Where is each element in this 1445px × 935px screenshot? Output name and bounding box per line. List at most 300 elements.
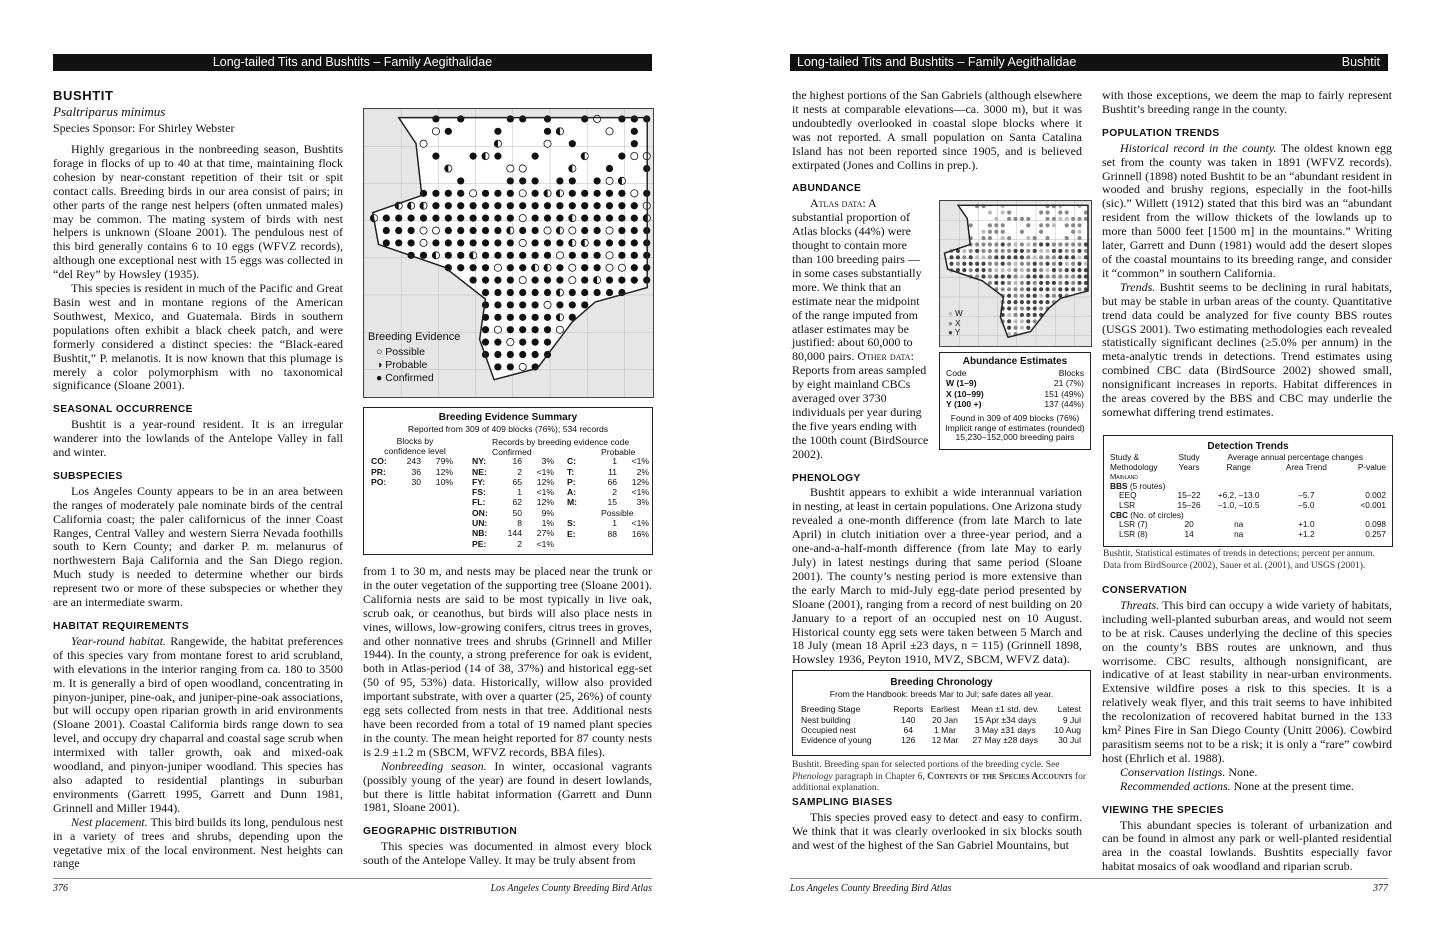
confirmed-marker xyxy=(445,190,452,197)
confirmed-marker xyxy=(482,190,489,197)
abundance-marker xyxy=(969,249,973,253)
historical-text: Historical record in the county. The oldest known egg set from the county was taken in 1891 (WFVZ records). Grinnell (1898) noted Bushtit to be an “abundant resident in wooded and brushy regions, especially in the foot-hills (sic).” Willett (1912) stated that this bird was an “abundant resident from the willow thickets of the lowlands up to more than 5000 feet [1500 m] in the mountains.” Writing later, Garrett and Dunn (1981) would add the desert slopes of the coastal mountains to its breeding range, and consider it “common” in southern California. xyxy=(1102,140,1393,280)
chron-table xyxy=(801,704,1081,745)
abundance-marker xyxy=(1007,217,1011,221)
confirmed-marker xyxy=(569,289,576,296)
abundance-marker xyxy=(1026,326,1030,330)
confirmed-marker xyxy=(544,289,551,296)
abundance-marker xyxy=(1007,255,1011,259)
abundance-marker xyxy=(1045,210,1049,214)
confirmed-marker xyxy=(631,264,638,271)
table-row: S: 1 <1% xyxy=(567,518,649,529)
confirmed-marker xyxy=(408,239,415,246)
abundance-estimates xyxy=(939,352,1091,450)
confirmed-marker xyxy=(494,363,501,370)
confirmed-marker xyxy=(507,252,514,259)
abundance-marker xyxy=(1033,236,1037,240)
confirmed-marker xyxy=(569,252,576,259)
confirmed-marker xyxy=(581,301,588,308)
confirmed-marker xyxy=(507,215,514,222)
possible-marker xyxy=(569,277,576,284)
confirmed-marker xyxy=(631,140,638,147)
confirmed-marker xyxy=(556,239,563,246)
abundance-marker xyxy=(1001,281,1005,285)
abundance-marker xyxy=(1033,300,1037,304)
confirmed-marker xyxy=(507,301,514,308)
abundance-marker xyxy=(994,223,998,227)
nonbreeding-text: Nonbreeding season. In winter, occasional vagrants (possibly young of the year) are found in desert lowlands, but there is little habitat information (Garrett and Dunn 1981, Sloane 2001). xyxy=(363,758,652,815)
abundance-marker xyxy=(988,242,992,246)
bes-possible-header: Possible xyxy=(601,508,634,519)
confirmed-marker xyxy=(569,177,576,184)
abundance-marker xyxy=(1020,262,1024,266)
confirmed-marker xyxy=(507,239,514,246)
abundance-marker xyxy=(1065,249,1069,253)
abundance-marker xyxy=(956,262,960,266)
confirmed-marker xyxy=(470,153,477,160)
confirmed-marker xyxy=(494,153,501,160)
abund-title: Abundance Estimates xyxy=(962,356,1068,367)
abundance-marker xyxy=(1013,262,1017,266)
abundance-marker xyxy=(962,255,966,259)
abundance-marker xyxy=(1013,242,1017,246)
table-row: A: 2 <1% xyxy=(567,487,649,498)
sampling-text: This species proved easy to detect and easy to confirm. We think that it was clearly overlooked in six blocks south and west of the highest of the San Gabriel Mountains, but xyxy=(792,809,1082,852)
trends-title: Detection Trends xyxy=(1207,441,1289,452)
table-row: Y (100 +) 137 (44%) xyxy=(946,398,1084,409)
phenology-text: Bushtit appears to exhibit a wide interannual variation in nesting, at least in certain populations. One Arizona study revealed a one-month difference (from late March to late April) in clutch initiation over a three-year period, and a one-and-a-half-month difference (from late May to early July) in latest nestings during that same period (Sloane 2001). The county’s nesting period is more extensive than the early March to mid-July egg-date period presented by Sloane (2001), ranging from a record of nest building on 20 January to a report of an occupied nest on 10 August. Historical county egg sets were taken between 5 March and 18 July (mean 18 April ±23 days, n = 115) (Grinnell 1898, Howsley 1936, Peyton 1910, MVZ, SBCM, WFVZ data). xyxy=(792,485,1082,667)
nest-lead: Nest placement. xyxy=(71,814,148,829)
abundance-marker xyxy=(1001,230,1005,234)
abundance-marker xyxy=(1065,287,1069,291)
abundance-marker xyxy=(1045,223,1049,227)
left-column-2 xyxy=(363,565,652,868)
abundance-marker xyxy=(1007,306,1011,310)
table-row: PR: 36 12% xyxy=(371,466,453,477)
confirmed-marker xyxy=(457,227,464,234)
possible-marker xyxy=(519,363,526,370)
confirmed-marker xyxy=(556,215,563,222)
abundance-marker xyxy=(1020,313,1024,317)
geographic-text: This species was documented in almost every block south of the Antelope Valley. It may be truly absent from xyxy=(363,839,652,868)
confirmed-marker xyxy=(618,153,625,160)
recommended-text: Recommended actions. None at the present time. xyxy=(1120,778,1354,793)
abundance-marker xyxy=(1071,255,1075,259)
left-footer xyxy=(53,878,652,894)
possible-marker xyxy=(544,140,551,147)
table-row: Breeding Stage Reports Earliest Mean ±1 std. dev. Latest xyxy=(801,704,1081,715)
right-header-species: Bushtit xyxy=(1341,55,1380,69)
confirmed-marker xyxy=(445,202,452,209)
abundance-marker xyxy=(1045,300,1049,304)
abundance-marker xyxy=(975,242,979,246)
abundance-marker xyxy=(981,255,985,259)
species-sponsor: Species Sponsor: For Shirley Webster xyxy=(53,121,235,135)
abundance-marker xyxy=(1001,210,1005,214)
abundance-marker xyxy=(1045,281,1049,285)
abundance-marker xyxy=(1071,262,1075,266)
trend-table: Study & Study Average annual percentage changes Methodology Years Range Area Trend P-value Mainland BBS (5 routes) EEQ 15–22 +6.2, –13.0 –5.7 0.002 LSR 15–26 –1.0, –10.5 –5.0 <0.001 CBC (No. of circles) LSR (7) 20 na +1.0 0.098 LSR (8) 14 na +1.2 0.257 xyxy=(1110,452,1386,539)
possible-marker xyxy=(594,115,601,122)
abundance-marker xyxy=(1001,249,1005,253)
confirmed-marker xyxy=(494,227,501,234)
confirmed-marker xyxy=(581,215,588,222)
confirmed-marker xyxy=(494,351,501,358)
detection-trends xyxy=(1103,435,1393,547)
confirmed-marker xyxy=(618,190,625,197)
abundance-marker xyxy=(1026,262,1030,266)
abundance-marker xyxy=(1071,223,1075,227)
abundance-marker xyxy=(1039,255,1043,259)
bes-records-header: Records by breeding evidence code xyxy=(492,437,630,448)
confirmed-marker xyxy=(457,177,464,184)
bes-title: Breeding Evidence Summary xyxy=(438,412,578,423)
confirmed-marker xyxy=(432,202,439,209)
abundance-marker xyxy=(1045,274,1049,278)
bes-confirmed-table xyxy=(472,456,554,549)
abundance-marker xyxy=(981,268,985,272)
abundance-marker xyxy=(1077,281,1081,285)
table-row: X (10–99) 151 (49%) xyxy=(946,388,1084,399)
abundance-marker xyxy=(1077,287,1081,291)
abundance-marker xyxy=(1045,294,1049,298)
confirmed-marker xyxy=(482,252,489,259)
abundance-marker xyxy=(1020,274,1024,278)
species-name: BUSHTIT xyxy=(53,88,114,103)
abundance-marker xyxy=(1013,255,1017,259)
abundance-marker xyxy=(1007,262,1011,266)
threats-lead: Threats. xyxy=(1120,597,1160,612)
confirmed-marker xyxy=(544,326,551,333)
confirmed-marker xyxy=(532,215,539,222)
abundance-marker xyxy=(975,262,979,266)
abundance-marker xyxy=(1007,268,1011,272)
table-row: T: 11 2% xyxy=(567,466,649,477)
confirmed-marker xyxy=(581,227,588,234)
confirmed-marker xyxy=(519,115,526,122)
abundance-marker xyxy=(1052,223,1056,227)
abundance-marker xyxy=(1013,294,1017,298)
confirmed-marker xyxy=(618,277,625,284)
left-column-1 xyxy=(53,88,343,871)
atlas-data-lead: Atlas data: xyxy=(810,196,866,211)
confirmed-marker xyxy=(457,190,464,197)
abundance-marker xyxy=(949,262,953,266)
confirmed-marker xyxy=(432,115,439,122)
confirmed-marker xyxy=(594,252,601,259)
abundance-marker xyxy=(1007,287,1011,291)
chronology-caption: Bushtit. Breeding span for selected portions of the breeding cycle. See Phenology paragraph in Chapter 6, Contents of the Species Accounts for additional explanation. xyxy=(792,760,1086,793)
confirmed-marker xyxy=(594,202,601,209)
confirmed-marker xyxy=(519,351,526,358)
abundance-marker xyxy=(994,255,998,259)
abundance-marker xyxy=(1065,217,1069,221)
abundance-marker xyxy=(1039,294,1043,298)
abundance-marker xyxy=(1077,274,1081,278)
possible-marker xyxy=(544,227,551,234)
confirmed-marker xyxy=(420,215,427,222)
abundance-marker xyxy=(1039,281,1043,285)
legend-x: ● X xyxy=(948,318,961,328)
confirmed-marker xyxy=(494,301,501,308)
abundance-marker xyxy=(1058,262,1062,266)
abundance-marker xyxy=(956,255,960,259)
table-row: P: 66 12% xyxy=(567,476,649,487)
abundance-marker xyxy=(1058,281,1062,285)
confirmed-marker xyxy=(556,301,563,308)
possible-marker xyxy=(569,227,576,234)
confirmed-marker xyxy=(631,115,638,122)
confirmed-marker xyxy=(470,202,477,209)
confirmed-marker xyxy=(544,239,551,246)
abundance-marker xyxy=(1007,300,1011,304)
confirmed-marker xyxy=(594,190,601,197)
breeding-evidence-map xyxy=(363,108,654,398)
confirmed-marker xyxy=(606,239,613,246)
abundance-marker xyxy=(1033,242,1037,246)
listings-text: Conservation listings. None. xyxy=(1120,764,1258,779)
abundance-marker xyxy=(1052,287,1056,291)
possible-marker xyxy=(432,227,439,234)
confirmed-marker xyxy=(532,177,539,184)
historical-lead: Historical record in the county. xyxy=(1120,140,1277,155)
abundance-marker xyxy=(1065,268,1069,272)
abundance-marker xyxy=(1001,236,1005,240)
confirmed-marker xyxy=(519,227,526,234)
confirmed-marker xyxy=(494,128,501,135)
table-row: PE: 2 <1% xyxy=(472,538,554,549)
possible-marker xyxy=(606,177,613,184)
confirmed-marker xyxy=(408,215,415,222)
abundance-marker xyxy=(981,249,985,253)
abundance-marker xyxy=(1013,217,1017,221)
abund-foot2: Implicit range of estimates (rounded) xyxy=(945,422,1085,433)
abundance-marker xyxy=(1065,223,1069,227)
confirmed-marker xyxy=(507,277,514,284)
abundance-marker xyxy=(1077,230,1081,234)
right-footer-title: Los Angeles County Breeding Bird Atlas xyxy=(790,883,952,894)
abundance-marker xyxy=(1039,223,1043,227)
breeding-chronology xyxy=(792,670,1091,756)
confirmed-marker xyxy=(494,190,501,197)
confirmed-marker xyxy=(445,128,452,135)
abundance-marker xyxy=(988,249,992,253)
legend-possible: ○ Possible xyxy=(376,346,425,358)
confirmed-marker xyxy=(544,215,551,222)
abundance-marker xyxy=(1013,313,1017,317)
confirmed-marker xyxy=(482,277,489,284)
possible-marker xyxy=(618,264,625,271)
confirmed-marker xyxy=(432,239,439,246)
abundance-marker xyxy=(1020,230,1024,234)
confirmed-marker xyxy=(631,128,638,135)
abundance-marker xyxy=(981,242,985,246)
abundance-marker xyxy=(1020,287,1024,291)
abundance-marker xyxy=(994,274,998,278)
table-row: EEQ 15–22 +6.2, –13.0 –5.7 0.002 xyxy=(1119,490,1386,501)
confirmed-marker xyxy=(482,227,489,234)
table-row: LSR (7) 20 na +1.0 0.098 xyxy=(1119,519,1386,530)
right-page xyxy=(735,0,1445,935)
trends-text: Trends. Bushtit seems to be declining in rural habitats, but may be stable in urban areas of the county. Quantitative trend data could be analyzed for five county BBS routes (USGS 2001). Two estimating methodologies each revealed statistically significant declines (≥5.0% per annum) in the meta-analytic trends in detections. Trend estimates using combined CBC data (BirdSource 2002) showed small, nonsignificant increases in reports. Habitat differences in the areas covered by the BBS and CBC may underlie the somewhat differing trend estimates. xyxy=(1102,279,1392,419)
confirmed-marker xyxy=(569,190,576,197)
confirmed-marker xyxy=(544,202,551,209)
abundance-marker xyxy=(1013,319,1017,323)
subspecies-text: Los Angeles County appears to be in an area between the ranges of moderately pale nominate birds of the central California coast; the paler californicus of the inner Coast Ranges, Central Valley and western Sierra Nevada foothills south to Kern County; and darker P. m. melanurus of northwestern Baja California and the San Diego region. Much study is needed to determine whether our birds represent two or more of these subspecies or whether they are an intermediate swarm. xyxy=(53,483,343,610)
confirmed-marker xyxy=(594,239,601,246)
possible-marker xyxy=(494,264,501,271)
table-row: FY: 65 12% xyxy=(472,476,554,487)
confirmed-marker xyxy=(594,215,601,222)
abundance-marker xyxy=(1045,236,1049,240)
possible-marker xyxy=(606,227,613,234)
abundance-marker xyxy=(1033,255,1037,259)
abundance-marker xyxy=(1020,306,1024,310)
confirmed-marker xyxy=(556,264,563,271)
abund-foot3: 15,230–152,000 breeding pairs xyxy=(955,432,1075,443)
abundance-marker xyxy=(969,223,973,227)
abundance-marker xyxy=(994,281,998,285)
confirmed-marker xyxy=(408,227,415,234)
abundance-map xyxy=(939,200,1092,347)
abundance-marker xyxy=(1077,268,1081,272)
confirmed-marker xyxy=(457,202,464,209)
abundance-marker xyxy=(1026,255,1030,259)
abundance-marker xyxy=(1077,255,1081,259)
legend-w: ● W xyxy=(948,309,963,318)
confirmed-marker xyxy=(494,215,501,222)
abundance-marker xyxy=(994,242,998,246)
abundance-marker xyxy=(1052,242,1056,246)
table-row: Nest building 140 20 Jan 15 Apr ±34 days 9 Jul xyxy=(801,714,1081,725)
abundance-marker xyxy=(1039,249,1043,253)
abundance-marker xyxy=(969,262,973,266)
abundance-marker xyxy=(1007,236,1011,240)
confirmed-marker xyxy=(470,215,477,222)
possible-marker xyxy=(606,264,613,271)
abundance-marker xyxy=(1052,249,1056,253)
abundance-marker xyxy=(1071,249,1075,253)
nest-text xyxy=(53,816,343,872)
abundance-marker xyxy=(1039,300,1043,304)
confirmed-marker xyxy=(445,227,452,234)
abundance-marker xyxy=(1013,274,1017,278)
abundance-marker xyxy=(1026,313,1030,317)
abundance-marker xyxy=(1001,242,1005,246)
threats-text: Threats. This bird can occupy a wide variety of habitats, including well-planted suburban areas, and would not seem to be at risk. Causes underlying the decline of this species on the county’s BBS routes are unknown, and thus worrisome. CBC results, although nonsignificant, are indicative of at least stability in near-urban environments. Extensive wildfire poses a risk to this species. It is a relatively weak flyer, and this trait seems to have inhibited the recolonization of recovered habitat burned in the 133 km² Pines Fire in San Diego County (Unitt 2006). Cowbird parasitism seems not to be a risk; it is only a “rare” cowbird host (Ehrlich et al. 1988). xyxy=(1102,597,1392,765)
abundance-marker xyxy=(1052,281,1056,285)
abundance-marker xyxy=(1026,274,1030,278)
abundance-marker xyxy=(1026,242,1030,246)
abund-foot1: Found in 309 of 409 blocks (76%) xyxy=(950,413,1080,424)
abundance-marker xyxy=(1065,274,1069,278)
abundance-marker xyxy=(1039,230,1043,234)
abundance-marker xyxy=(981,262,985,266)
confirmed-marker xyxy=(445,252,452,259)
heading-phenology: PHENOLOGY xyxy=(792,472,861,484)
table-row: ON: 50 9% xyxy=(472,507,554,518)
confirmed-marker xyxy=(532,277,539,284)
confirmed-marker xyxy=(606,165,613,172)
confirmed-marker xyxy=(432,153,439,160)
confirmed-marker xyxy=(631,252,638,259)
confirmed-marker xyxy=(395,215,402,222)
abundance-marker xyxy=(1020,294,1024,298)
abundance-marker xyxy=(1026,223,1030,227)
right-page-number: 377 xyxy=(1373,883,1388,894)
confirmed-marker xyxy=(594,264,601,271)
possible-marker xyxy=(519,165,526,172)
abundance-marker xyxy=(969,255,973,259)
confirmed-marker xyxy=(494,339,501,346)
nest-continued-text: from 1 to 30 m, and nests may be placed near the trunk or in the outer vegetation of the supporting tree (Sloane 2001). California nests are said to be most typically in live oak, scrub oak, or ceanothus, but birds will also place nests in vines, willows, low-growing conifers, citrus trees in groves, and other nonnative trees and shrubs (Grinnell and Miller 1944). In the county, a strong preference for oak is evident, both in Atlas-period (14 of 38, 37%) and historical egg-set (50 of 95, 53%) data. Historically, willow also provided important substrate, with over a quarter (25, 26%) of county egg sets collected from nests in that tree. Additional nests have been recorded from a total of 19 named plant species in the county. The mean height reported for 87 county nests is 2.9 ±1.2 m (SBCM, WFVZ records, BBA files). xyxy=(363,564,652,759)
confirmed-marker xyxy=(532,289,539,296)
abundance-marker xyxy=(1033,262,1037,266)
confirmed-marker xyxy=(581,190,588,197)
abundance-marker xyxy=(1033,294,1037,298)
possible-marker xyxy=(606,128,613,135)
confirmed-marker xyxy=(470,264,477,271)
confirmed-marker xyxy=(606,202,613,209)
abundance-marker xyxy=(1065,210,1069,214)
abundance-marker xyxy=(1058,249,1062,253)
confirmed-marker xyxy=(383,227,390,234)
abundance-map-svg xyxy=(940,201,1091,346)
confirmed-marker xyxy=(544,128,551,135)
abundance-marker xyxy=(1026,217,1030,221)
heading-viewing: VIEWING THE SPECIES xyxy=(1102,804,1224,816)
abundance-marker xyxy=(1052,217,1056,221)
abundance-marker xyxy=(1001,223,1005,227)
left-footer-title: Los Angeles County Breeding Bird Atlas xyxy=(490,883,652,894)
possible-marker xyxy=(519,190,526,197)
table-row: Methodology Years Range Area Trend P-value xyxy=(1110,461,1386,472)
confirmed-marker xyxy=(532,252,539,259)
abundance-marker xyxy=(1058,217,1062,221)
bes-confirmed-header: Confirmed xyxy=(492,447,532,458)
abundance-marker xyxy=(988,236,992,240)
confirmed-marker xyxy=(618,115,625,122)
abundance-marker xyxy=(1033,313,1037,317)
abundance-marker xyxy=(1039,268,1043,272)
confirmed-marker xyxy=(519,301,526,308)
abundance-marker xyxy=(1045,287,1049,291)
table-row: Code Blocks xyxy=(946,368,1084,378)
confirmed-marker xyxy=(494,289,501,296)
abundance-marker xyxy=(1013,326,1017,330)
confirmed-marker xyxy=(581,277,588,284)
confirmed-marker xyxy=(631,227,638,234)
possible-marker xyxy=(556,326,563,333)
abundance-marker xyxy=(1045,249,1049,253)
confirmed-marker xyxy=(482,339,489,346)
confirmed-marker xyxy=(420,252,427,259)
abundance-text: Atlas data: A substantial proportion of Atlas blocks (44%) were thought to contain more than 100 breeding pairs — in some cases substantially more. We think that an estimate near the midpoint of the range imputed from atlaser estimates may be justified: about 60,000 to 80,000 pairs. Other data: Reports from areas sampled by eight mainland CBCs averaged over 3730 individuals per year during the five years ending with the 100th count (BirdSource 2002). xyxy=(792,196,929,461)
possible-marker xyxy=(606,252,613,259)
abundance-marker xyxy=(1039,262,1043,266)
confirmed-marker xyxy=(457,252,464,259)
abundance-marker xyxy=(1052,268,1056,272)
left-page-number: 376 xyxy=(53,883,68,894)
abundance-marker xyxy=(1052,255,1056,259)
geo-continued-text: the highest portions of the San Gabriels (although elsewhere it nests at comparable elevations—ca. 3000 m), but it was undoubtedly overlooked in coastal slope blocks where it was not reported. A small population on Santa Catalina Island has not been reported since 1905, and is believed extirpated (Jones and Collins in prep.). xyxy=(792,88,1082,172)
abundance-marker xyxy=(1077,262,1081,266)
abundance-marker xyxy=(988,281,992,285)
confirmed-marker xyxy=(507,314,514,321)
legend-probable: ◑ Probable xyxy=(376,359,428,371)
abundance-marker xyxy=(1071,217,1075,221)
abundance-marker xyxy=(1007,249,1011,253)
